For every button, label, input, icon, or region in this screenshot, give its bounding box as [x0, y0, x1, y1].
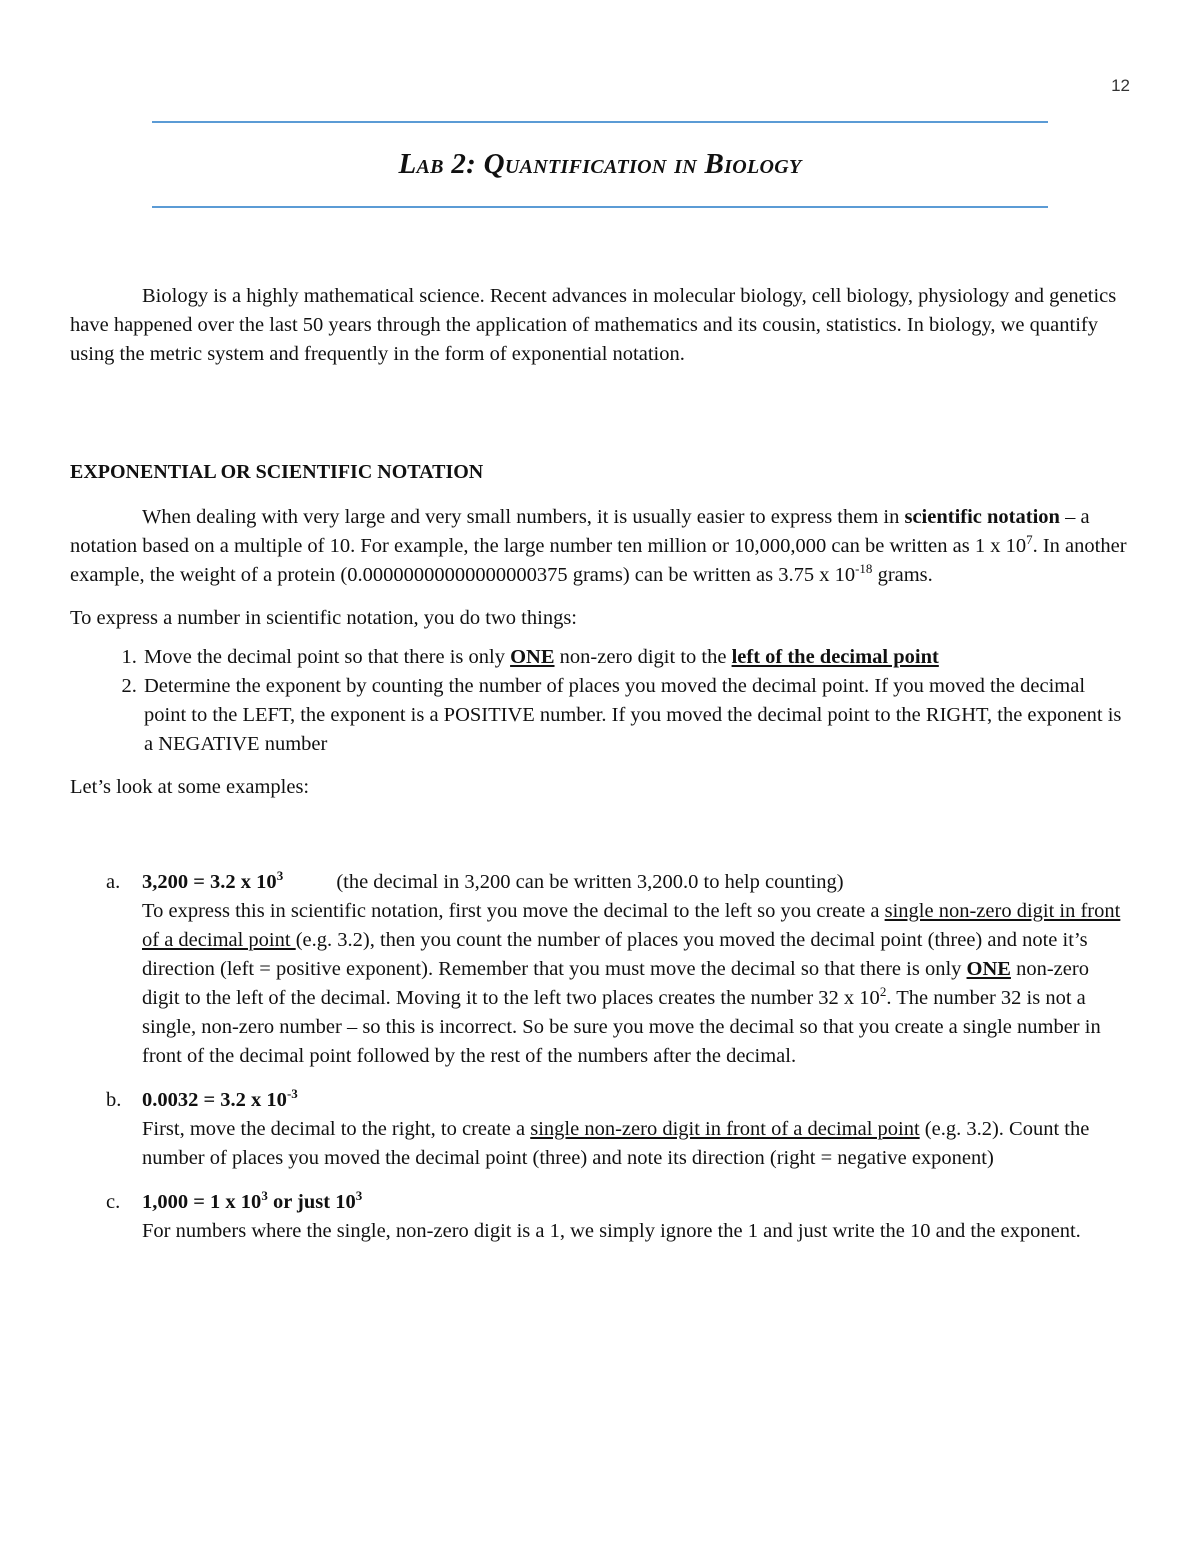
example-equation: 1,000 = 1 x $10^3$ or just $10^3$: [142, 1188, 363, 1213]
example-equation: 3,200 = 3.2 x $10^3$ (the decimal in 3,200 can be written 3,200.0 to help counting): [142, 868, 844, 893]
title-rule-top: [152, 121, 1048, 123]
example-item-a: [70, 868, 1130, 1071]
section-heading: EXPONENTIAL OR SCIENTIFIC NOTATION: [70, 461, 484, 483]
example-item-c: [70, 1188, 1130, 1246]
example-explanation: For numbers where the single, non-zero digit is a 1, we simply ignore the 1 and just write the 10 and the exponent.: [142, 1220, 1081, 1242]
page-title: Lab 2: Quantification in Biology: [398, 148, 802, 180]
steps-intro: To express a number in scientific notation, you do two things:: [70, 607, 577, 629]
list-marker: b.: [106, 1089, 122, 1111]
section-body: [70, 503, 1130, 802]
list-marker: c.: [106, 1191, 121, 1213]
example-equation: 0.0032 = 3.2 x $10^{-3}$: [142, 1086, 298, 1111]
page-number: 12: [1111, 76, 1130, 95]
step-item: 2. Determine the exponent by counting the number of places you moved the decimal point. If you moved the decimal point to the LEFT, the exponent is a POSITIVE number. If you moved the decimal point to the RIGHT, the exponent is a NEGATIVE number: [142, 672, 1130, 759]
term-scientific-notation: scientific notation: [904, 506, 1060, 528]
examples-list: [70, 868, 1130, 1261]
intro-text: Biology is a highly mathematical science. Recent advances in molecular biology, cell biology, physiology and genetics have happened over the last 50 years through the application of mathematics and its cousin, statistics. In biology, we quantify using the metric system and frequently in the form of exponential notation.: [70, 285, 1117, 365]
example-note: (the decimal in 3,200 can be written 3,200.0 to help counting): [336, 871, 844, 893]
example-explanation: To express this in scientific notation, first you move the decimal to the left so you create a single non-zero digit in front of a decimal point (e.g. 3.2), then you count the number of places you moved the decimal point (three) and note it’s direction (left = positive exponent). Remember that you must move the decimal so that there is only ONE non-zero digit to the left of the decimal. Moving it to the left two places creates the number 32 x $10^2$. The number 32 is not a single, non-zero number – so this is incorrect. So be sure you move the decimal so that you create a single number in front of the decimal point followed by the rest of the numbers after the decimal.: [142, 900, 1121, 1067]
example-item-b: [70, 1086, 1130, 1173]
example-explanation: First, move the decimal to the right, to create a single non-zero digit in front of a decimal point (e.g. 3.2). Count the number of places you moved the decimal point (three) and note its direction (right = negative exponent): [142, 1118, 1090, 1169]
step-item: 1. Move the decimal point so that there is only ONE non-zero digit to the left of the decimal point: [142, 643, 1130, 672]
title-rule-bottom: [152, 206, 1048, 208]
steps-list: [70, 643, 1130, 759]
scientific-notation-paragraph: When dealing with very large and very small numbers, it is usually easier to express them in scientific notation – a notation based on a multiple of 10. For example, the large number ten million or 10,000,000 can be written as 1 x $10^7$. In another example, the weight of a protein (0.00000000000000000375 grams) can be written as 3.75 x $10^{-18}$ grams.: [70, 506, 1127, 586]
intro-paragraph: [70, 282, 1130, 369]
list-marker: a.: [106, 871, 121, 893]
examples-intro: Let’s look at some examples:: [70, 776, 310, 798]
